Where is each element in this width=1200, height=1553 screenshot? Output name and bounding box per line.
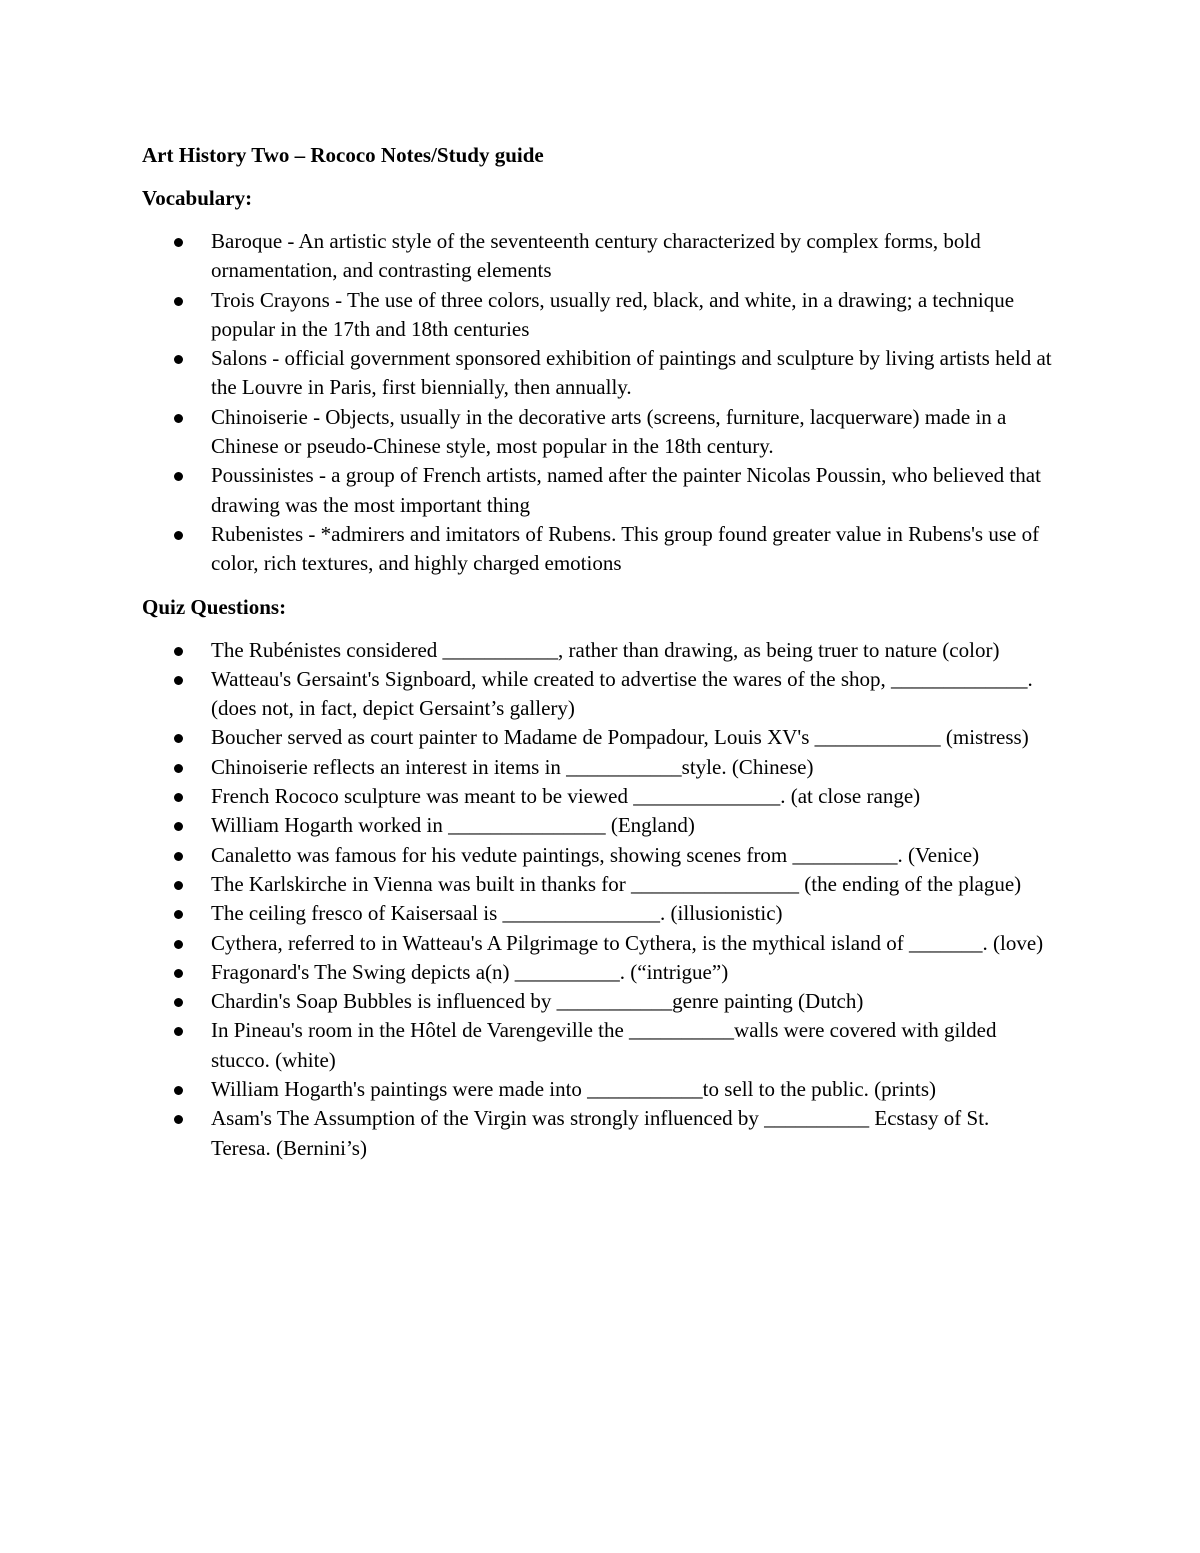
vocabulary-item-text: Salons - official government sponsored exhibition of paintings and sculpture by living artists held at the Louvre in Paris, first biennially, then annually. <box>211 346 1052 400</box>
quiz-item <box>142 841 1052 870</box>
bullet-icon <box>174 734 183 743</box>
quiz-item-text: French Rococo sculpture was meant to be viewed ______________. (at close range) <box>211 784 921 809</box>
quiz-item-text: The ceiling fresco of Kaisersaal is _______________. (illusionistic) <box>211 901 783 926</box>
bullet-icon <box>174 472 183 481</box>
quiz-item <box>142 723 1052 752</box>
bullet-icon <box>174 998 183 1007</box>
vocabulary-item <box>142 286 1052 345</box>
quiz-item-text: Chardin's Soap Bubbles is influenced by ___________genre painting (Dutch) <box>211 989 864 1014</box>
quiz-item <box>142 987 1052 1016</box>
vocabulary-item-text: Trois Crayons - The use of three colors, usually red, black, and white, in a drawing; a technique popular in the 17th and 18th centuries <box>211 287 1015 341</box>
vocabulary-item-text: Chinoiserie - Objects, usually in the decorative arts (screens, furniture, lacquerware) made in a Chinese or pseudo-Chinese style, most popular in the 18th century. <box>211 404 1007 459</box>
vocabulary-list <box>142 227 1052 579</box>
bullet-icon <box>174 881 183 890</box>
quiz-heading: Quiz Questions: <box>142 594 287 619</box>
bullet-icon <box>174 822 183 831</box>
bullet-icon <box>174 676 183 685</box>
bullet-icon <box>174 531 183 540</box>
quiz-item <box>142 958 1052 987</box>
bullet-icon <box>174 355 183 364</box>
vocabulary-item <box>142 461 1052 520</box>
quiz-item <box>142 1075 1052 1104</box>
quiz-item-text: Canaletto was famous for his vedute paintings, showing scenes from __________. (Venice) <box>211 842 980 867</box>
quiz-item <box>142 929 1052 958</box>
vocabulary-item-text: Poussinistes - a group of French artists, named after the painter Nicolas Poussin, who believed that drawing was the most important thing <box>211 463 1041 517</box>
vocabulary-item <box>142 344 1052 403</box>
document-title: Art History Two – Rococo Notes/Study guide <box>142 143 544 167</box>
bullet-icon <box>174 940 183 949</box>
vocabulary-item <box>142 227 1052 286</box>
bullet-icon <box>174 793 183 802</box>
document-page <box>142 140 1052 1163</box>
quiz-item-text: Chinoiserie reflects an interest in items in ___________style. (Chinese) <box>211 754 814 779</box>
bullet-icon <box>174 764 183 773</box>
bullet-icon <box>174 852 183 861</box>
quiz-item-text: Watteau's Gersaint's Signboard, while created to advertise the wares of the shop, _____________. (does not, in fact, depict Gersaint’s gallery) <box>211 666 1033 721</box>
quiz-item-text: Cythera, referred to in Watteau's A Pilgrimage to Cythera, is the mythical island of _______. (love) <box>211 930 1044 955</box>
bullet-icon <box>174 969 183 978</box>
bullet-icon <box>174 910 183 919</box>
quiz-item-text: Fragonard's The Swing depicts a(n) __________. (“intrigue”) <box>211 959 729 984</box>
quiz-item <box>142 753 1052 782</box>
bullet-icon <box>174 414 183 423</box>
bullet-icon <box>174 1027 183 1036</box>
quiz-item-text: The Karlskirche in Vienna was built in thanks for ________________ (the ending of the plague) <box>211 871 1022 896</box>
quiz-list <box>142 636 1052 1163</box>
quiz-item <box>142 811 1052 840</box>
bullet-icon <box>174 238 183 247</box>
bullet-icon <box>174 1086 183 1095</box>
quiz-item <box>142 636 1052 665</box>
quiz-item-text: William Hogarth's paintings were made into ___________to sell to the public. (prints) <box>211 1077 936 1102</box>
vocabulary-item <box>142 403 1052 462</box>
quiz-item-text: In Pineau's room in the Hôtel de Varengeville the __________walls were covered with gilded stucco. (white) <box>211 1018 997 1072</box>
vocabulary-item <box>142 520 1052 579</box>
quiz-item <box>142 899 1052 928</box>
bullet-icon <box>174 1115 183 1124</box>
quiz-item-text: Asam's The Assumption of the Virgin was strongly influenced by __________ Ecstasy of St. Teresa. (Bernini’s) <box>211 1106 990 1160</box>
vocabulary-item-text: Rubenistes - *admirers and imitators of Rubens. This group found greater value in Rubens's use of color, rich textures, and highly charged emotions <box>211 521 1040 576</box>
quiz-item <box>142 665 1052 724</box>
bullet-icon <box>174 647 183 656</box>
vocabulary-item-text: Baroque - An artistic style of the seventeenth century characterized by complex forms, bold ornamentation, and contrasting elements <box>211 229 981 283</box>
vocabulary-heading: Vocabulary: <box>142 186 253 210</box>
quiz-item-text: The Rubénistes considered ___________, rather than drawing, as being truer to nature (color) <box>211 637 1000 662</box>
quiz-item <box>142 782 1052 811</box>
quiz-item <box>142 1104 1052 1163</box>
bullet-icon <box>174 297 183 306</box>
quiz-item-text: William Hogarth worked in _______________ (England) <box>211 813 695 838</box>
quiz-item <box>142 1016 1052 1075</box>
quiz-item-text: Boucher served as court painter to Madame de Pompadour, Louis XV's ____________ (mistress) <box>211 725 1029 750</box>
quiz-item <box>142 870 1052 899</box>
